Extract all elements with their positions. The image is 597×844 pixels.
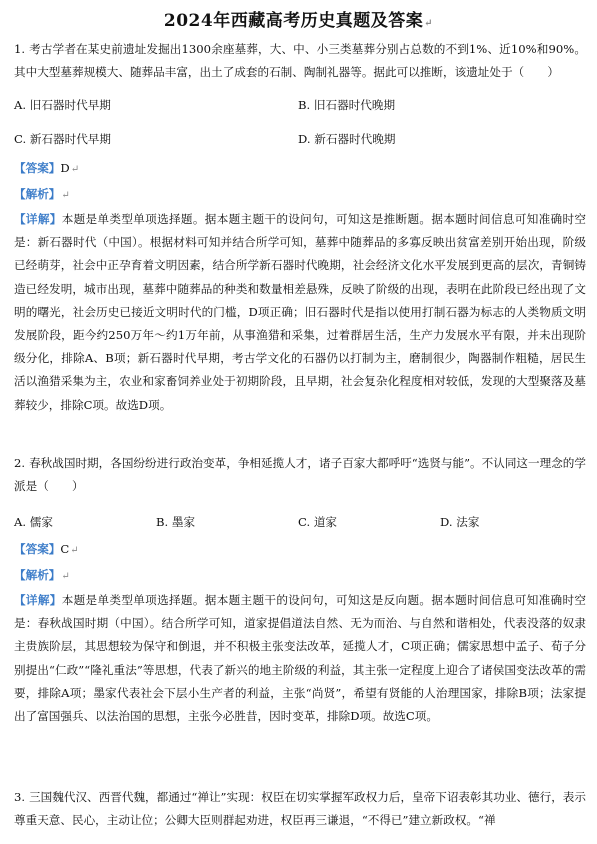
paragraph-mark: ↵ — [70, 545, 79, 556]
question-1-stem — [14, 38, 586, 84]
option-text: C. 道家 — [298, 515, 338, 529]
detail-label: 【详解】 — [14, 212, 62, 226]
option-text: A. 旧石器时代早期 — [14, 98, 111, 112]
question-number: 2. — [14, 456, 26, 470]
q2-option-c — [298, 513, 337, 531]
q2-option-d — [440, 513, 479, 531]
q2-analysis — [14, 566, 70, 586]
q2-option-b — [156, 513, 195, 531]
q1-detail — [14, 208, 586, 417]
q1-answer — [14, 159, 79, 179]
paragraph-mark: ↵ — [61, 571, 70, 582]
q2-answer — [14, 540, 79, 560]
question-number: 1. — [14, 42, 26, 56]
question-text: 考古学者在某史前遗址发掘出1300余座墓葬，大、中、小三类墓葬分别占总数的不到1%、近10%和90%。其中大型墓葬规模大、随葬品丰富，出土了成套的石制、陶制礼器等。据此可以推断，该遗址处于（ ） — [14, 42, 586, 80]
question-number: 3. — [14, 790, 26, 804]
detail-label: 【详解】 — [14, 593, 62, 607]
paragraph-mark: ↵ — [424, 18, 434, 29]
analysis-label: 【解析】 — [14, 187, 61, 201]
paragraph-mark: ↵ — [61, 190, 70, 201]
option-text: C. 新石器时代早期 — [14, 132, 111, 146]
q1-analysis — [14, 185, 70, 205]
option-text: B. 旧石器时代晚期 — [298, 98, 396, 112]
answer-value: D — [60, 161, 70, 175]
question-3-stem — [14, 786, 586, 832]
detail-text: 本题是单类型单项选择题。据本题主题干的设问句，可知这是推断题。据本题时间信息可知准确时空是：新石器时代（中国）。根据材料可知并结合所学可知，墓葬中随葬品的多寡反映出贫富差别开始出现，阶级已经萌芽，社会中正孕育着文明因素，结合所学新石器时代晚期，社会经济文化水平发展到更高的层次，青铜铸造已经发明，城市出现，墓葬中随葬品的种类和数量相差悬殊，反映了阶级的出现，表明在此阶段已经出现了文明的曙光，社会历史已接近文明时代的门槛，D项正确；旧石器时代是指以使用打制石器为标志的人类物质文明发展阶段，距今约250万年～约1万年前，从事渔猎和采集，过着群居生活，生产力发展水平有限，并未出现阶级分化，排除A、B项；新石器时代早期，考古学文化的石器仍以打制为主，磨制很少，陶器制作粗糙，居民生活以渔猎采集为主，农业和家畜饲养业处于初期阶段，且早期，社会复杂化程度相对较低，发现的大型聚落及墓葬较少，排除C项。故选D项。 — [14, 212, 586, 412]
option-text: D. 法家 — [440, 515, 480, 529]
question-text: 三国魏代汉、西晋代魏，都通过“禅让”实现：权臣在切实掌握军政权力后，皇帝下诏表彰其功业、德行，表示尊重天意、民心，主动让位；公卿大臣则群起劝进，权臣再三谦退，“不得已”建立新政权。“禅 — [14, 790, 586, 828]
answer-value: C — [60, 542, 70, 556]
option-text: A. 儒家 — [14, 515, 53, 529]
q2-option-a — [14, 513, 53, 531]
q1-option-b — [298, 96, 395, 114]
option-text: B. 墨家 — [156, 515, 196, 529]
q1-option-a — [14, 96, 111, 114]
q2-detail — [14, 589, 586, 728]
question-2-stem — [14, 452, 586, 498]
paragraph-mark: ↵ — [70, 164, 80, 175]
analysis-label: 【解析】 — [14, 568, 61, 582]
q1-option-d — [298, 130, 395, 148]
document-title — [0, 6, 597, 31]
detail-text: 本题是单类型单项选择题。据本题主题干的设问句，可知这是反向题。据本题时间信息可知准确时空是：春秋战国时期（中国）。结合所学可知，道家提倡道法自然、无为而治、与自然和谐相处，代表没落的奴隶主贵族阶层，其思想较为保守和倒退，并不积极主张变法改革，延揽人才，C项正确；儒家思想中孟子、荀子分别提出“仁政”“隆礼重法”等思想，代表了新兴的地主阶级的利益，其主张一定程度上迎合了诸侯国变法改革的需要，排除A项；墨家代表社会下层小生产者的利益，主张“尚贤”，希望有贤能的人治理国家，排除B项；法家提出了富国强兵、以法治国的思想，主张今必胜昔，因时变革，排除D项。故选C项。 — [14, 593, 586, 724]
q1-option-c — [14, 130, 111, 148]
option-text: D. 新石器时代晚期 — [298, 132, 396, 146]
answer-label: 【答案】 — [14, 542, 61, 556]
question-text: 春秋战国时期，各国纷纷进行政治变革，争相延揽人才，诸子百家大都呼吁“选贤与能”。不认同这一理念的学派是（ ） — [14, 456, 586, 494]
answer-label: 【答案】 — [14, 161, 61, 175]
document-title-text: 2024年西藏高考历史真题及答案 — [163, 11, 424, 31]
